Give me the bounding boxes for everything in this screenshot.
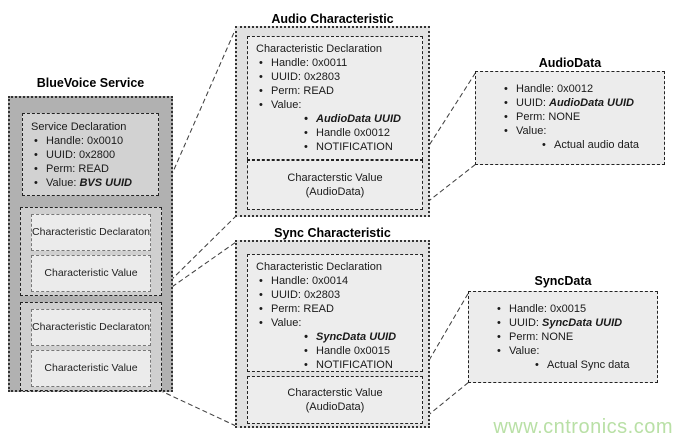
sync-notification-item: • NOTIFICATION	[303, 358, 418, 372]
sync-value-label: • Value:	[258, 316, 418, 330]
audio-value-handle-item: • Handle 0x0012	[303, 126, 418, 140]
sync-declaration-heading: Characteristic Declaration	[256, 261, 382, 273]
audio-notification-item: • NOTIFICATION	[303, 140, 418, 154]
sync-handle: • Handle: 0x0014	[258, 274, 418, 288]
audio-value-label: • Value:	[258, 98, 418, 112]
sync-declaration-list	[256, 274, 418, 330]
audiodata-uuid-item: • AudioData UUID	[303, 112, 418, 126]
audio-characteristic-box	[235, 26, 430, 217]
audiodata-uuid: • UUID: AudioData UUID	[503, 96, 660, 110]
service-perm: • Perm: READ	[33, 162, 154, 176]
characteristic-group-2	[20, 302, 162, 391]
bluevoice-service-box	[8, 96, 173, 392]
sync-value-handle-item: • Handle 0x0015	[303, 344, 418, 358]
syncdata-uuid-emphasis: SyncData UUID	[542, 317, 623, 329]
audio-handle: • Handle: 0x0011	[258, 56, 418, 70]
characteristic-group-1	[20, 207, 162, 296]
sync-uuid: • UUID: 0x2803	[258, 288, 418, 302]
service-value: • Value: BVS UUID	[33, 176, 154, 190]
audiodata-box	[475, 71, 665, 165]
audiodata-title: AudioData	[538, 56, 602, 70]
sync-perm: • Perm: READ	[258, 302, 418, 316]
audio-uuid: • UUID: 0x2803	[258, 70, 418, 84]
syncdata-box	[468, 291, 658, 383]
syncdata-value-sublist	[532, 358, 653, 372]
audiodata-value-label: • Value:	[503, 124, 660, 138]
audio-characteristic-value-box	[247, 160, 423, 210]
sync-value-sublist	[301, 330, 418, 372]
sync-value-line1: Characterstic Value	[287, 387, 383, 399]
sync-characteristic-box	[235, 240, 430, 428]
bvs-uuid-value: BVS UUID	[79, 177, 132, 189]
audio-value-line1: Characterstic Value	[287, 172, 383, 184]
audio-value-sublist	[301, 112, 418, 154]
syncdata-perm: • Perm: NONE	[496, 330, 653, 344]
audiodata-list	[501, 82, 660, 138]
service-handle: • Handle: 0x0010	[33, 134, 154, 148]
syncdata-actual-data: • Actual Sync data	[534, 358, 653, 372]
sync-value-line2: (AudioData)	[305, 401, 365, 413]
audio-declaration-heading: Characteristic Declaration	[256, 43, 382, 55]
watermark-text: www.cntronics.com	[493, 416, 673, 438]
characteristic-declaration-placeholder-2: Characteristic Declaraton	[31, 309, 151, 346]
bluevoice-service-title: BlueVoice Service	[36, 76, 145, 90]
characteristic-value-placeholder-2: Characteristic Value	[31, 350, 151, 387]
syncdata-uuid-item: • SyncData UUID	[303, 330, 418, 344]
syncdata-title: SyncData	[534, 274, 592, 288]
syncdata-uuid: • UUID: SyncData UUID	[496, 316, 653, 330]
audio-perm: • Perm: READ	[258, 84, 418, 98]
sync-characteristic-title: Sync Characteristic	[274, 226, 391, 240]
sync-declaration-box	[247, 254, 423, 372]
audio-characteristic-title: Audio Characteristic	[271, 12, 394, 26]
syncdata-value-label: • Value:	[496, 344, 653, 358]
service-declaration-list	[31, 134, 154, 190]
audio-declaration-box	[247, 36, 423, 160]
characteristic-declaration-placeholder-1: Characteristic Declaraton	[31, 214, 151, 251]
connector-service-to-sync-bottom	[159, 390, 236, 426]
audiodata-uuid-emphasis: AudioData UUID	[549, 97, 634, 109]
syncdata-list	[494, 302, 653, 358]
service-declaration-box	[22, 113, 159, 196]
audiodata-handle: • Handle: 0x0012	[503, 82, 660, 96]
audiodata-actual-data: • Actual audio data	[541, 138, 660, 152]
syncdata-handle: • Handle: 0x0015	[496, 302, 653, 316]
sync-characteristic-value-box	[247, 376, 423, 424]
audio-value-line2: (AudioData)	[305, 186, 365, 198]
characteristic-value-placeholder-1: Characteristic Value	[31, 255, 151, 292]
audiodata-perm: • Perm: NONE	[503, 110, 660, 124]
service-declaration-heading: Service Declaration	[31, 121, 127, 133]
audio-declaration-list	[256, 56, 418, 112]
audiodata-value-sublist	[539, 138, 660, 152]
service-uuid: • UUID: 0x2800	[33, 148, 154, 162]
